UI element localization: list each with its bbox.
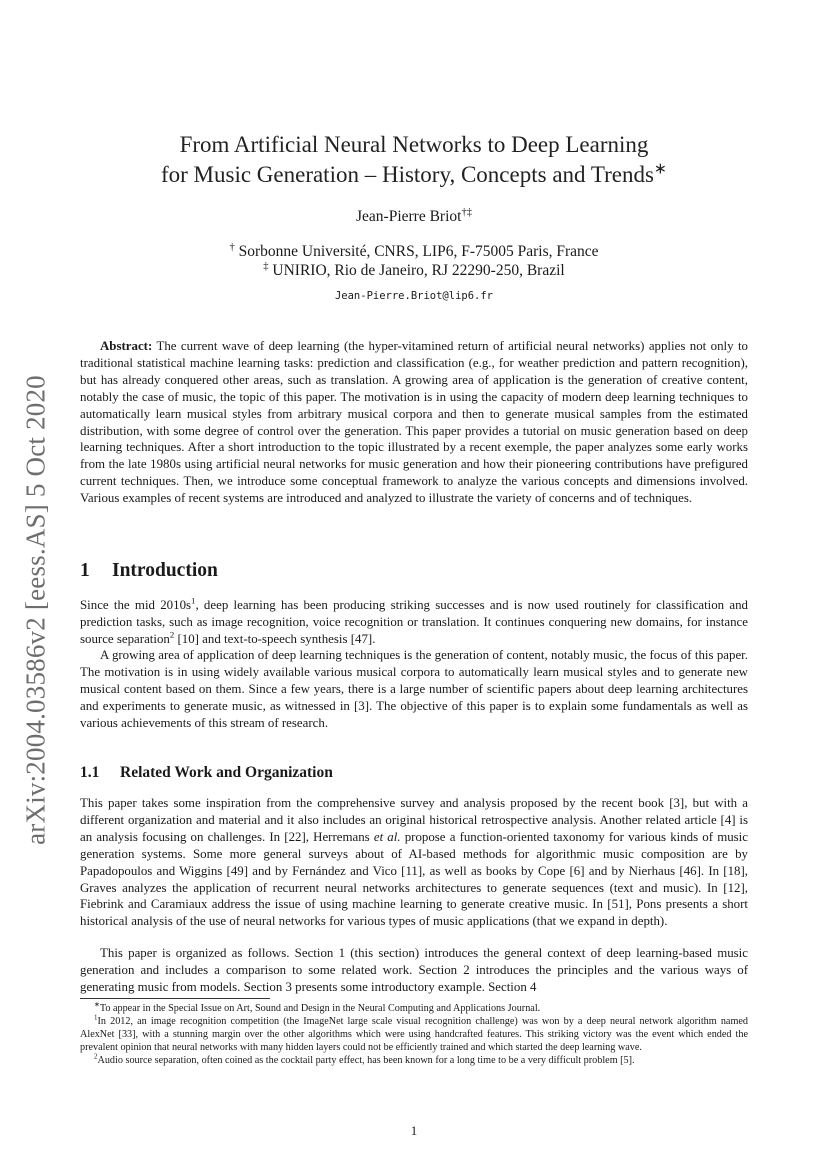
footnote-star-mark: ∗: [94, 1001, 100, 1009]
footnote-divider: [80, 998, 270, 999]
paragraph-1-text-a: Since the mid 2010s: [80, 598, 192, 612]
abstract-text: The current wave of deep learning (the hyper-vitamined return of artificial neural networks) applies not only to traditional statistical machine learning tasks: prediction and classification (e.g., for weather prediction and pattern recognition), but has already conquered other areas, such as translation. A growing area of application is the generation of creative content, notably the case of music, the topic of this paper. The motivation is in using the capacity of modern deep learning techniques to automatically learn musical styles from arbitrary musical corpora and then to generate musical samples from the estimated distribution, with some degree of control over the generation. This paper provides a tutorial on music generation based on deep learning techniques. After a short introduction to the topic illustrated by a recent exemple, the paper analyzes some early works from the late 1980s using artificial neural networks for music generation and how their pioneering contributions have prefigured current techniques. Then, we introduce some conceptual framework to analyze the various concepts and dimensions involved. Various examples of recent systems are introduced and analyzed to illustrate the variety of concerns and of techniques.: [80, 339, 748, 506]
paragraph-1: [80, 597, 748, 648]
section-title: Introduction: [112, 560, 218, 581]
paragraph-4: This paper is organized as follows. Section 1 (this section) introduces the general context of deep learning-based music generation and includes a comparison to some related work. Section 2 introduces the principles and the various ways of generating music from models. Section 3 presents some introductory example. Section 4: [80, 946, 748, 994]
subsection-title: Related Work and Organization: [120, 764, 333, 781]
et-al: et al.: [373, 829, 401, 844]
paragraph-1-text-b: , deep learning has been producing striking successes and is now used routinely for classification and prediction tasks, such as image recognition, voice recognition or translation. It continues conquering new domains, for instance source separation: [80, 598, 748, 646]
footnote-1-mark: 1: [94, 1014, 98, 1022]
arxiv-identifier: arXiv:2004.03586v2 [eess.AS] 5 Oct 2020: [20, 375, 51, 845]
title-line-1: From Artificial Neural Networks to Deep Learning: [179, 132, 649, 157]
paper-title: [0, 130, 828, 190]
footnote-ref-1: 1: [191, 595, 196, 606]
paragraph-3-text-a: This paper takes some inspiration from the comprehensive survey and analysis proposed by the recent book [3], but with a different organization and material and it also includes an original historical retrospective analysis. Another related article [4] is an analysis focusing on challenges. In [22], Herremans: [80, 796, 748, 844]
footnote-2-mark: 2: [94, 1053, 98, 1061]
abstract: [80, 338, 748, 507]
affiliation-2-text: UNIRIO, Rio de Janeiro, RJ 22290-250, Brazil: [268, 262, 565, 279]
footnote-ref-2: 2: [169, 629, 175, 640]
paragraph-3: [80, 795, 748, 930]
footnote-2: [80, 1054, 748, 1067]
affiliation-2: [0, 261, 828, 280]
affiliations: [0, 242, 828, 280]
subsection-heading-related-work: [80, 764, 333, 782]
paragraph-1-text-c: [10] and text-to-speech synthesis [47].: [174, 631, 376, 646]
affiliation-2-mark: ‡: [263, 260, 269, 272]
author-line: [0, 208, 828, 226]
footnote-2-text: Audio source separation, often coined as the cocktail party effect, has been known for a long time to be a very difficult problem [5].: [97, 1055, 635, 1067]
affiliation-1-text: Sorbonne Université, CNRS, LIP6, F-75005 Paris, France: [234, 243, 599, 260]
page-number: 1: [410, 1123, 418, 1138]
arxiv-stamp: [8, 360, 64, 860]
footnote-star: [80, 1002, 748, 1015]
footnote-1-text: In 2012, an image recognition competition (the ImageNet large scale visual recognition challenge) was won by a deep neural network algorithm named AlexNet [33], with a stunning margin over the other algorithms which were using handcrafted features. This striking victory was the event which ended the prevalent opinion that neural networks with many hidden layers could not be efficiently trained and which started the deep learning wave.: [80, 1016, 748, 1054]
paragraph-2: A growing area of application of deep learning techniques is the generation of content, notably music, the focus of this paper. The motivation is in using widely available various musical corpora to automatically learn musical styles and to generate new musical content based on them. Since a few years, there is a large number of scientific papers about deep learning architectures and experiments to generate music, as witnessed in [3]. The objective of this paper is to explain some fundamentals as well as various achievements of this stream of research.: [80, 648, 748, 730]
affiliation-1: [0, 242, 828, 261]
footnotes: [80, 1002, 748, 1067]
title-line-2: for Music Generation – History, Concepts and Trends: [160, 162, 654, 187]
section-heading-introduction: [80, 560, 218, 582]
author-email: Jean-Pierre.Briot@lip6.fr: [334, 290, 494, 302]
author-name: Jean-Pierre Briot: [356, 208, 462, 225]
affiliation-1-mark: †: [229, 241, 235, 253]
footnote-1: [80, 1015, 748, 1054]
subsection-number: 1.1: [80, 764, 100, 781]
section-number: 1: [80, 560, 90, 581]
author-affiliation-marks: †‡: [461, 206, 472, 218]
title-footnote-mark: ∗: [653, 160, 668, 178]
footnote-star-text: To appear in the Special Issue on Art, Sound and Design in the Neural Computing and Applications Journal.: [99, 1003, 541, 1014]
abstract-label: Abstract:: [100, 339, 153, 353]
paragraph-3-text-b: propose a function-oriented taxonomy for various kinds of music generation systems. Some more general surveys about of AI-based methods for algorithmic music composition are by Papadopoulos and Wiggins [49] and by Fernández and Vico [11], as well as books by Cope [6] and by Nierhaus [46]. In [18], Graves analyzes the application of recurrent neural networks architectures to generate sequences (text and music). In [12], Fiebrink and Caramiaux address the issue of using machine learning to generate creative music. In [51], Pons presents a short historical analysis of the use of neural networks for various types of music applications (that we expand in depth).: [80, 829, 748, 929]
